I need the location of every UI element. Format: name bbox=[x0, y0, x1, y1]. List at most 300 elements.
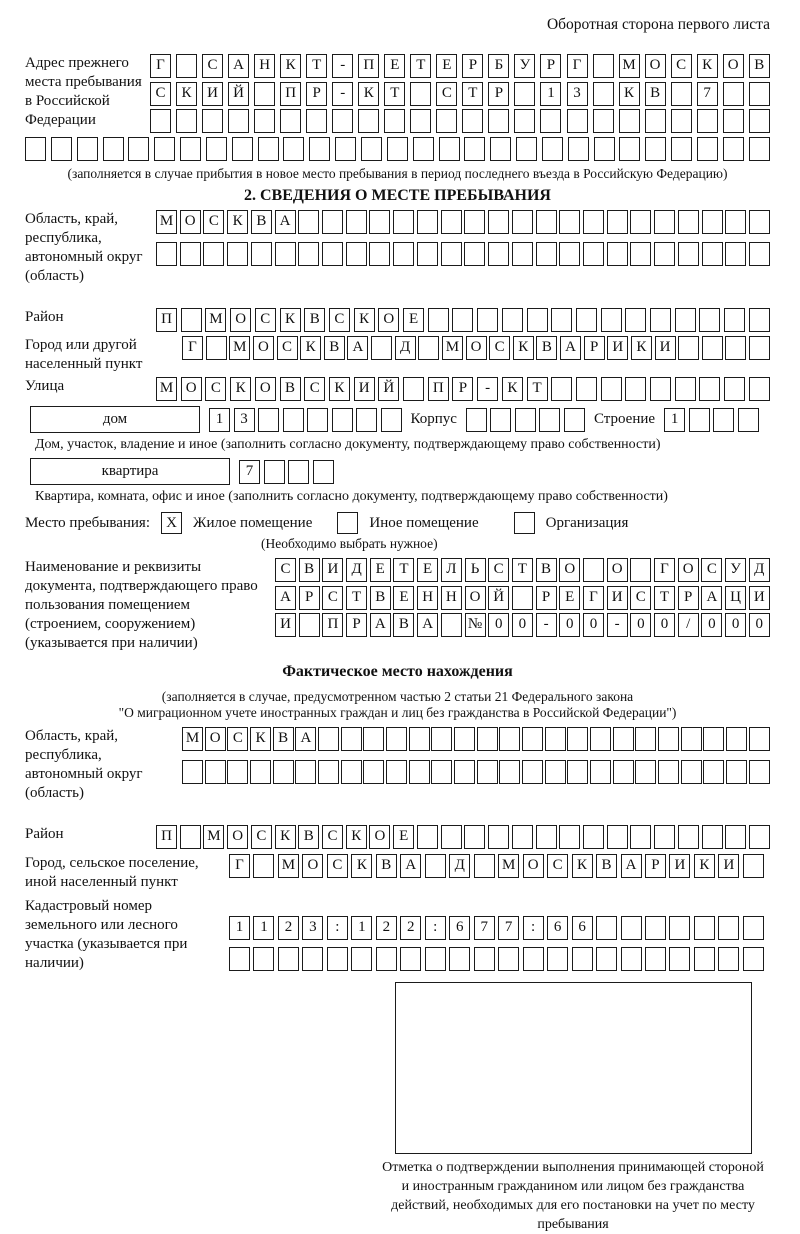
char-cell[interactable] bbox=[253, 947, 274, 971]
char-cell[interactable] bbox=[512, 210, 533, 234]
char-cell[interactable] bbox=[275, 242, 296, 266]
char-cell[interactable] bbox=[229, 947, 250, 971]
char-cell[interactable]: О bbox=[180, 210, 201, 234]
char-cell[interactable]: В bbox=[280, 377, 301, 401]
char-cell[interactable] bbox=[512, 242, 533, 266]
char-cell[interactable]: О bbox=[523, 854, 544, 878]
char-cell[interactable] bbox=[227, 760, 248, 784]
char-cell[interactable] bbox=[723, 109, 744, 133]
char-cell[interactable]: 0 bbox=[654, 613, 675, 637]
char-cell[interactable]: Т bbox=[512, 558, 533, 582]
char-cell[interactable]: 7 bbox=[239, 460, 260, 484]
char-cell[interactable] bbox=[645, 109, 666, 133]
char-cell[interactable] bbox=[499, 727, 520, 751]
char-cell[interactable]: П bbox=[428, 377, 449, 401]
char-cell[interactable]: 7 bbox=[498, 916, 519, 940]
char-cell[interactable]: - bbox=[536, 613, 557, 637]
char-cell[interactable] bbox=[431, 727, 452, 751]
char-cell[interactable] bbox=[332, 109, 353, 133]
char-cell[interactable] bbox=[477, 760, 498, 784]
char-cell[interactable]: К bbox=[176, 82, 197, 106]
char-cell[interactable]: Б bbox=[488, 54, 509, 78]
char-cell[interactable] bbox=[488, 825, 509, 849]
char-cell[interactable] bbox=[441, 613, 462, 637]
char-cell[interactable] bbox=[654, 825, 675, 849]
char-cell[interactable] bbox=[725, 336, 746, 360]
char-cell[interactable] bbox=[228, 109, 249, 133]
char-cell[interactable]: В bbox=[298, 825, 319, 849]
char-cell[interactable] bbox=[725, 242, 746, 266]
char-cell[interactable]: 0 bbox=[701, 613, 722, 637]
char-cell[interactable] bbox=[540, 109, 561, 133]
char-cell[interactable] bbox=[658, 727, 679, 751]
district-row[interactable] bbox=[156, 308, 770, 332]
char-cell[interactable]: М bbox=[182, 727, 203, 751]
char-cell[interactable]: Ь bbox=[465, 558, 486, 582]
char-cell[interactable]: К bbox=[502, 377, 523, 401]
char-cell[interactable] bbox=[515, 408, 536, 432]
char-cell[interactable]: С bbox=[327, 854, 348, 878]
char-cell[interactable] bbox=[464, 210, 485, 234]
char-cell[interactable]: П bbox=[280, 82, 301, 106]
char-cell[interactable] bbox=[697, 109, 718, 133]
char-cell[interactable] bbox=[749, 308, 770, 332]
char-cell[interactable]: Е bbox=[393, 825, 414, 849]
char-cell[interactable]: И bbox=[655, 336, 676, 360]
char-cell[interactable] bbox=[464, 825, 485, 849]
char-cell[interactable] bbox=[703, 760, 724, 784]
char-cell[interactable] bbox=[713, 408, 734, 432]
char-cell[interactable]: 1 bbox=[351, 916, 372, 940]
char-cell[interactable] bbox=[516, 137, 537, 161]
char-cell[interactable]: С bbox=[547, 854, 568, 878]
char-cell[interactable]: М bbox=[203, 825, 224, 849]
char-cell[interactable]: В bbox=[370, 586, 391, 610]
char-cell[interactable]: О bbox=[253, 336, 274, 360]
char-cell[interactable]: № bbox=[465, 613, 486, 637]
char-cell[interactable]: П bbox=[156, 825, 177, 849]
char-cell[interactable] bbox=[393, 242, 414, 266]
char-cell[interactable]: 6 bbox=[449, 916, 470, 940]
char-cell[interactable] bbox=[702, 242, 723, 266]
char-cell[interactable]: П bbox=[322, 613, 343, 637]
char-cell[interactable]: О bbox=[205, 727, 226, 751]
char-cell[interactable] bbox=[425, 947, 446, 971]
char-cell[interactable] bbox=[307, 408, 328, 432]
char-cell[interactable]: В bbox=[299, 558, 320, 582]
char-cell[interactable]: Т bbox=[393, 558, 414, 582]
char-cell[interactable]: К bbox=[619, 82, 640, 106]
char-cell[interactable] bbox=[280, 109, 301, 133]
char-cell[interactable] bbox=[725, 825, 746, 849]
char-cell[interactable]: О bbox=[227, 825, 248, 849]
char-cell[interactable] bbox=[490, 137, 511, 161]
char-cell[interactable]: Р bbox=[346, 613, 367, 637]
char-cell[interactable] bbox=[675, 308, 696, 332]
char-cell[interactable]: Н bbox=[417, 586, 438, 610]
char-cell[interactable]: 3 bbox=[234, 408, 255, 432]
char-cell[interactable] bbox=[596, 947, 617, 971]
char-cell[interactable]: С bbox=[488, 558, 509, 582]
char-cell[interactable] bbox=[154, 137, 175, 161]
char-cell[interactable] bbox=[749, 825, 770, 849]
char-cell[interactable] bbox=[669, 916, 690, 940]
char-cell[interactable] bbox=[386, 727, 407, 751]
char-cell[interactable] bbox=[512, 586, 533, 610]
char-cell[interactable] bbox=[621, 947, 642, 971]
char-cell[interactable]: 0 bbox=[559, 613, 580, 637]
char-cell[interactable] bbox=[180, 242, 201, 266]
char-cell[interactable] bbox=[318, 727, 339, 751]
char-cell[interactable] bbox=[514, 82, 535, 106]
char-cell[interactable]: М bbox=[156, 377, 177, 401]
char-cell[interactable]: У bbox=[725, 558, 746, 582]
char-cell[interactable] bbox=[332, 408, 353, 432]
char-cell[interactable]: И bbox=[607, 586, 628, 610]
char-cell[interactable] bbox=[564, 408, 585, 432]
char-cell[interactable] bbox=[749, 727, 770, 751]
char-cell[interactable] bbox=[358, 109, 379, 133]
char-cell[interactable] bbox=[283, 408, 304, 432]
char-cell[interactable]: К bbox=[694, 854, 715, 878]
char-cell[interactable] bbox=[441, 210, 462, 234]
char-cell[interactable]: С bbox=[329, 308, 350, 332]
char-cell[interactable]: 0 bbox=[749, 613, 770, 637]
char-cell[interactable] bbox=[645, 137, 666, 161]
char-cell[interactable] bbox=[536, 210, 557, 234]
char-cell[interactable]: - bbox=[332, 54, 353, 78]
char-cell[interactable] bbox=[678, 242, 699, 266]
char-cell[interactable] bbox=[400, 947, 421, 971]
char-cell[interactable]: К bbox=[572, 854, 593, 878]
char-cell[interactable] bbox=[295, 760, 316, 784]
char-cell[interactable] bbox=[718, 947, 739, 971]
char-cell[interactable]: С bbox=[150, 82, 171, 106]
char-cell[interactable]: М bbox=[205, 308, 226, 332]
char-cell[interactable]: С bbox=[251, 825, 272, 849]
char-cell[interactable] bbox=[723, 137, 744, 161]
char-cell[interactable] bbox=[253, 854, 274, 878]
char-cell[interactable]: К bbox=[346, 825, 367, 849]
char-cell[interactable]: 6 bbox=[572, 916, 593, 940]
char-cell[interactable] bbox=[454, 760, 475, 784]
char-cell[interactable] bbox=[536, 825, 557, 849]
char-cell[interactable] bbox=[576, 377, 597, 401]
char-cell[interactable] bbox=[417, 825, 438, 849]
char-cell[interactable] bbox=[156, 242, 177, 266]
char-cell[interactable]: : bbox=[523, 916, 544, 940]
char-cell[interactable]: Т bbox=[527, 377, 548, 401]
char-cell[interactable]: К bbox=[280, 54, 301, 78]
char-cell[interactable]: И bbox=[354, 377, 375, 401]
char-cell[interactable] bbox=[288, 460, 309, 484]
char-cell[interactable]: М bbox=[156, 210, 177, 234]
char-cell[interactable] bbox=[559, 825, 580, 849]
actual-district-row[interactable] bbox=[156, 825, 770, 849]
char-cell[interactable] bbox=[180, 137, 201, 161]
char-cell[interactable] bbox=[654, 210, 675, 234]
char-cell[interactable] bbox=[363, 760, 384, 784]
char-cell[interactable] bbox=[583, 825, 604, 849]
char-cell[interactable]: И bbox=[275, 613, 296, 637]
char-cell[interactable]: К bbox=[354, 308, 375, 332]
char-cell[interactable]: 2 bbox=[400, 916, 421, 940]
char-cell[interactable]: 0 bbox=[488, 613, 509, 637]
char-cell[interactable]: - bbox=[332, 82, 353, 106]
char-cell[interactable] bbox=[264, 460, 285, 484]
char-cell[interactable] bbox=[593, 109, 614, 133]
char-cell[interactable] bbox=[671, 82, 692, 106]
char-cell[interactable] bbox=[306, 109, 327, 133]
char-cell[interactable]: Р bbox=[540, 54, 561, 78]
char-cell[interactable]: 2 bbox=[278, 916, 299, 940]
char-cell[interactable] bbox=[749, 210, 770, 234]
char-cell[interactable] bbox=[335, 137, 356, 161]
char-cell[interactable] bbox=[393, 210, 414, 234]
char-cell[interactable]: С bbox=[275, 558, 296, 582]
checkbox-zhiloe[interactable]: X bbox=[161, 512, 182, 534]
char-cell[interactable] bbox=[749, 336, 770, 360]
char-cell[interactable]: Е bbox=[384, 54, 405, 78]
char-cell[interactable]: А bbox=[275, 586, 296, 610]
char-cell[interactable]: 1 bbox=[664, 408, 685, 432]
char-cell[interactable] bbox=[723, 82, 744, 106]
char-cell[interactable] bbox=[298, 210, 319, 234]
char-cell[interactable]: К bbox=[631, 336, 652, 360]
char-cell[interactable]: В bbox=[596, 854, 617, 878]
char-cell[interactable] bbox=[441, 825, 462, 849]
char-cell[interactable]: О bbox=[465, 586, 486, 610]
char-cell[interactable] bbox=[425, 854, 446, 878]
char-cell[interactable]: Е bbox=[370, 558, 391, 582]
char-cell[interactable]: С bbox=[255, 308, 276, 332]
char-cell[interactable] bbox=[621, 916, 642, 940]
char-cell[interactable]: К bbox=[230, 377, 251, 401]
char-cell[interactable] bbox=[369, 210, 390, 234]
char-cell[interactable]: О bbox=[230, 308, 251, 332]
char-cell[interactable] bbox=[593, 82, 614, 106]
char-cell[interactable]: О bbox=[369, 825, 390, 849]
previous-address-row-3[interactable] bbox=[150, 109, 770, 133]
char-cell[interactable]: В bbox=[304, 308, 325, 332]
char-cell[interactable] bbox=[512, 825, 533, 849]
char-cell[interactable] bbox=[176, 109, 197, 133]
char-cell[interactable] bbox=[351, 947, 372, 971]
char-cell[interactable]: О bbox=[181, 377, 202, 401]
char-cell[interactable] bbox=[431, 760, 452, 784]
char-cell[interactable] bbox=[625, 377, 646, 401]
char-cell[interactable]: О bbox=[302, 854, 323, 878]
char-cell[interactable] bbox=[386, 760, 407, 784]
char-cell[interactable]: О bbox=[723, 54, 744, 78]
char-cell[interactable] bbox=[346, 210, 367, 234]
char-cell[interactable] bbox=[206, 336, 227, 360]
char-cell[interactable] bbox=[749, 82, 770, 106]
char-cell[interactable]: О bbox=[645, 54, 666, 78]
char-cell[interactable] bbox=[703, 727, 724, 751]
char-cell[interactable] bbox=[313, 460, 334, 484]
char-cell[interactable]: А bbox=[347, 336, 368, 360]
char-cell[interactable] bbox=[650, 377, 671, 401]
char-cell[interactable]: М bbox=[442, 336, 463, 360]
char-cell[interactable] bbox=[697, 137, 718, 161]
char-cell[interactable] bbox=[559, 242, 580, 266]
char-cell[interactable] bbox=[567, 109, 588, 133]
char-cell[interactable] bbox=[417, 242, 438, 266]
char-cell[interactable] bbox=[356, 408, 377, 432]
char-cell[interactable]: А bbox=[275, 210, 296, 234]
char-cell[interactable]: : bbox=[327, 916, 348, 940]
char-cell[interactable] bbox=[51, 137, 72, 161]
document-row-1[interactable] bbox=[275, 558, 770, 582]
char-cell[interactable] bbox=[743, 916, 764, 940]
char-cell[interactable] bbox=[477, 727, 498, 751]
house-type-box[interactable]: дом bbox=[30, 406, 200, 433]
char-cell[interactable] bbox=[594, 137, 615, 161]
char-cell[interactable]: В bbox=[749, 54, 770, 78]
char-cell[interactable] bbox=[409, 760, 430, 784]
char-cell[interactable] bbox=[273, 760, 294, 784]
char-cell[interactable]: 1 bbox=[253, 916, 274, 940]
char-cell[interactable] bbox=[726, 727, 747, 751]
char-cell[interactable] bbox=[502, 308, 523, 332]
char-cell[interactable] bbox=[678, 825, 699, 849]
char-cell[interactable]: 1 bbox=[540, 82, 561, 106]
char-cell[interactable]: 7 bbox=[474, 916, 495, 940]
char-cell[interactable]: О bbox=[378, 308, 399, 332]
char-cell[interactable]: К bbox=[300, 336, 321, 360]
char-cell[interactable]: С bbox=[701, 558, 722, 582]
char-cell[interactable]: К bbox=[280, 308, 301, 332]
char-cell[interactable]: Р bbox=[452, 377, 473, 401]
previous-address-row-2[interactable] bbox=[150, 82, 770, 106]
char-cell[interactable]: Е bbox=[559, 586, 580, 610]
char-cell[interactable] bbox=[726, 760, 747, 784]
char-cell[interactable]: 0 bbox=[512, 613, 533, 637]
char-cell[interactable]: Р bbox=[536, 586, 557, 610]
char-cell[interactable] bbox=[477, 308, 498, 332]
char-cell[interactable] bbox=[474, 854, 495, 878]
char-cell[interactable] bbox=[283, 137, 304, 161]
char-cell[interactable]: В bbox=[536, 336, 557, 360]
char-cell[interactable]: В bbox=[645, 82, 666, 106]
char-cell[interactable] bbox=[514, 109, 535, 133]
apartment-number-cells[interactable] bbox=[239, 460, 334, 484]
char-cell[interactable] bbox=[318, 760, 339, 784]
char-cell[interactable] bbox=[738, 408, 759, 432]
char-cell[interactable] bbox=[363, 727, 384, 751]
char-cell[interactable] bbox=[630, 558, 651, 582]
char-cell[interactable] bbox=[77, 137, 98, 161]
char-cell[interactable]: О bbox=[607, 558, 628, 582]
char-cell[interactable] bbox=[474, 947, 495, 971]
char-cell[interactable]: Й bbox=[488, 586, 509, 610]
char-cell[interactable]: : bbox=[425, 916, 446, 940]
document-row-3[interactable] bbox=[275, 613, 770, 637]
char-cell[interactable] bbox=[203, 242, 224, 266]
char-cell[interactable] bbox=[749, 760, 770, 784]
char-cell[interactable]: П bbox=[358, 54, 379, 78]
actual-city-row[interactable] bbox=[229, 854, 764, 878]
char-cell[interactable] bbox=[650, 308, 671, 332]
char-cell[interactable]: Р bbox=[462, 54, 483, 78]
char-cell[interactable] bbox=[181, 308, 202, 332]
char-cell[interactable] bbox=[567, 760, 588, 784]
previous-address-row-1[interactable] bbox=[150, 54, 770, 78]
char-cell[interactable]: Ц bbox=[725, 586, 746, 610]
char-cell[interactable]: Е bbox=[393, 586, 414, 610]
char-cell[interactable]: С bbox=[304, 377, 325, 401]
char-cell[interactable]: Г bbox=[229, 854, 250, 878]
char-cell[interactable]: Е bbox=[403, 308, 424, 332]
char-cell[interactable] bbox=[675, 377, 696, 401]
char-cell[interactable]: Р bbox=[299, 586, 320, 610]
char-cell[interactable] bbox=[384, 109, 405, 133]
char-cell[interactable] bbox=[607, 210, 628, 234]
char-cell[interactable] bbox=[250, 760, 271, 784]
char-cell[interactable]: Р bbox=[678, 586, 699, 610]
char-cell[interactable]: Г bbox=[567, 54, 588, 78]
char-cell[interactable] bbox=[749, 109, 770, 133]
char-cell[interactable] bbox=[583, 210, 604, 234]
char-cell[interactable] bbox=[278, 947, 299, 971]
char-cell[interactable] bbox=[681, 727, 702, 751]
char-cell[interactable] bbox=[418, 336, 439, 360]
char-cell[interactable]: С bbox=[203, 210, 224, 234]
char-cell[interactable]: Л bbox=[441, 558, 462, 582]
char-cell[interactable] bbox=[601, 377, 622, 401]
char-cell[interactable] bbox=[601, 308, 622, 332]
char-cell[interactable]: К bbox=[275, 825, 296, 849]
char-cell[interactable]: М bbox=[619, 54, 640, 78]
char-cell[interactable] bbox=[128, 137, 149, 161]
char-cell[interactable] bbox=[428, 308, 449, 332]
char-cell[interactable]: Д bbox=[749, 558, 770, 582]
char-cell[interactable]: Д bbox=[395, 336, 416, 360]
char-cell[interactable] bbox=[254, 109, 275, 133]
char-cell[interactable]: С bbox=[322, 586, 343, 610]
char-cell[interactable]: 0 bbox=[630, 613, 651, 637]
char-cell[interactable] bbox=[452, 308, 473, 332]
char-cell[interactable] bbox=[590, 727, 611, 751]
char-cell[interactable] bbox=[410, 109, 431, 133]
street-row[interactable] bbox=[156, 377, 770, 401]
char-cell[interactable] bbox=[439, 137, 460, 161]
char-cell[interactable]: В bbox=[324, 336, 345, 360]
char-cell[interactable]: С bbox=[202, 54, 223, 78]
char-cell[interactable]: С bbox=[322, 825, 343, 849]
char-cell[interactable]: И bbox=[607, 336, 628, 360]
char-cell[interactable]: Е bbox=[436, 54, 457, 78]
char-cell[interactable] bbox=[464, 137, 485, 161]
char-cell[interactable]: 1 bbox=[229, 916, 250, 940]
char-cell[interactable]: Т bbox=[346, 586, 367, 610]
char-cell[interactable] bbox=[449, 947, 470, 971]
char-cell[interactable]: О bbox=[559, 558, 580, 582]
char-cell[interactable]: О bbox=[678, 558, 699, 582]
char-cell[interactable] bbox=[302, 947, 323, 971]
char-cell[interactable] bbox=[361, 137, 382, 161]
char-cell[interactable] bbox=[205, 760, 226, 784]
char-cell[interactable]: М bbox=[229, 336, 250, 360]
char-cell[interactable]: 3 bbox=[302, 916, 323, 940]
char-cell[interactable] bbox=[322, 242, 343, 266]
char-cell[interactable] bbox=[341, 727, 362, 751]
char-cell[interactable] bbox=[669, 947, 690, 971]
char-cell[interactable] bbox=[309, 137, 330, 161]
char-cell[interactable] bbox=[583, 558, 604, 582]
char-cell[interactable]: Т bbox=[462, 82, 483, 106]
